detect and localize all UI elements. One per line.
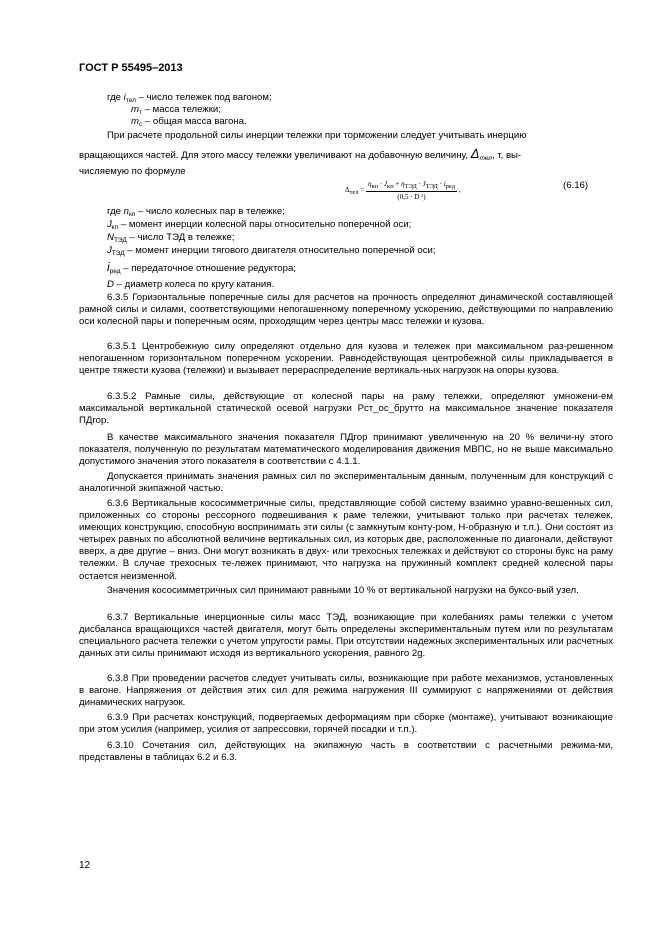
definition-line: $J_{кп}$ – момент инерции колесной пары относительно поперечной оси; [107, 219, 412, 231]
formula-6-16: $\Delta_{тел}$ = $\frac{\eta_{кп} \cdot J_{кп} + \eta_{ТЭД} \cdot J_{ТЭД} \cdot i_{ред}}{\text{(0,5 · D ²)}}$ , [345, 180, 461, 201]
paragraph-line: При расчете продольной силы инерции тележки при торможении следует учитывать инерцию [107, 130, 527, 141]
paragraph-6-3-5-1: 6.3.5.1 Центробежную силу определяют отдельно для кузова и тележек при максимальном раз-решенном непогашенном горизонтальном поперечном ускорении. Равнодействующая центробежной силы прикладывается в центре тяжести кузова (тележки) и вызывает перераспределение вертикаль-ных нагрузок на опоры кузова. [79, 341, 613, 377]
definition-line: $m_c$ – общая масса вагона. [131, 116, 247, 128]
definition-line: $J_{ТЭД}$ – момент инерции тягового двигателя относительно поперечной оси; [107, 245, 436, 257]
formula-number: (6.16) [563, 180, 589, 191]
paragraph-max-value: В качестве максимального значения показателя ПДгор принимают увеличенную на 20 % величи-ну этого показателя, полученную по результатам математического моделирования движения МВПС, но не выше максимально допустимого значения этого показателя в соответствии с 4.1.1. [79, 432, 613, 468]
delta-symbol: Δ [470, 146, 480, 161]
paragraph-line: вращающихся частей. Для этого массу тележки увеличивают на добавочную величину, $\Delta_{тел}$, т, вы- [79, 146, 522, 162]
paragraph-6-3-10: 6.3.10 Сочетания сил, действующих на экипажную часть в соответствии с расчетными режима-ми, представлены в таблицах 6.2 и 6.3. [79, 740, 613, 764]
paragraph-skew-values: Значения кососимметричных сил принимают равными 10 % от вертикальной нагрузки на буксо-вый узел. [107, 585, 579, 596]
paragraph-6-3-8: 6.3.8 При проведении расчетов следует учитывать силы, возникающие при работе механизмов, установленных в вагоне. Напряжения от действия этих сил для режима нагружения III суммируют с напряжениями от действия динамических нагрузок. [79, 673, 613, 709]
paragraph-line: числяемую по формуле [79, 166, 186, 177]
definition-line: где $i_{тел}$ – число тележек под вагоном; [107, 92, 272, 104]
definition-line: $i_{ред}$ – передаточное отношение редуктора; [107, 260, 296, 275]
definition-line: $N_{ТЭД}$ – число ТЭД в тележке; [107, 232, 235, 244]
document-header: ГОСТ Р 55495–2013 [79, 62, 183, 74]
definition-line: $m_т$ – масса тележки; [131, 104, 221, 116]
definition-line: где $n_{кп}$ – число колесных пар в тележке; [107, 206, 285, 218]
paragraph-6-3-9: 6.3.9 При расчетах конструкций, подвергаемых деформациям при сборке (монтаже), учитывают возникающие при этом усилия (например, усилия от запрессовки, горячей посадки и т.п.). [79, 712, 613, 736]
paragraph-6-3-6: 6.3.6 Вертикальные кососимметричные силы, представляющие собой систему взаимно уравно-вешенных сил, приложенных со стороны рессорного подвешивания к раме тележки, учитывают только при расчетах тележек, имеющих конструкцию, способную воспринимать эти силы (с замкнутым конту-ром, Н-образную и т.п.). Они состоят из четырех равных по абсолютной величине вертикальных сил, из которых две, расположенные по диагонали, действуют вверх, а две другие – вниз. Они могут возникать в двух- или трехосных тележках и действуют со стороны букс на раму тележки. В случае трехосных те-лежек принимают, что нагрузка на пружинный комплект средней колесной пары остается неизменной. [79, 498, 613, 582]
paragraph-6-3-5-2: 6.3.5.2 Рамные силы, действующие от колесной пары на раму тележки, определяют умножени-ем максимальной вертикальной статической осевой нагрузки Рст_ос_брутто на максимальное значение показателя ПДгор. [79, 391, 613, 427]
paragraph-experimental: Допускается принимать значения рамных сил по экспериментальным данным, полученным для конструкций с аналогичной экипажной частью. [79, 471, 613, 495]
page-number: 12 [79, 860, 91, 871]
paragraph-6-3-7: 6.3.7 Вертикальные инерционные силы масс ТЭД, возникающие при колебаниях рамы тележки с учетом дисбаланса вращающихся частей двигателя, могут быть определены экспериментальным путем или по результатам специального расчета тележки с учетом упругости рамы. При отсутствии надежных экспериментальных или расчетных данных эти силы принимают исходя из вертикального ускорения, равного 2g. [79, 612, 613, 660]
paragraph-6-3-5: 6.3.5 Горизонтальные поперечные силы для расчетов на прочность определяют динамической составляющей рамной силы и силами, соответствующими непогашенному поперечному ускорению, действующими по направлению оси колесной пары и поперечным осям, проходящим через центры масс тележки и кузова. [79, 292, 613, 328]
definition-line: D – диаметр колеса по кругу катания. [107, 279, 275, 290]
